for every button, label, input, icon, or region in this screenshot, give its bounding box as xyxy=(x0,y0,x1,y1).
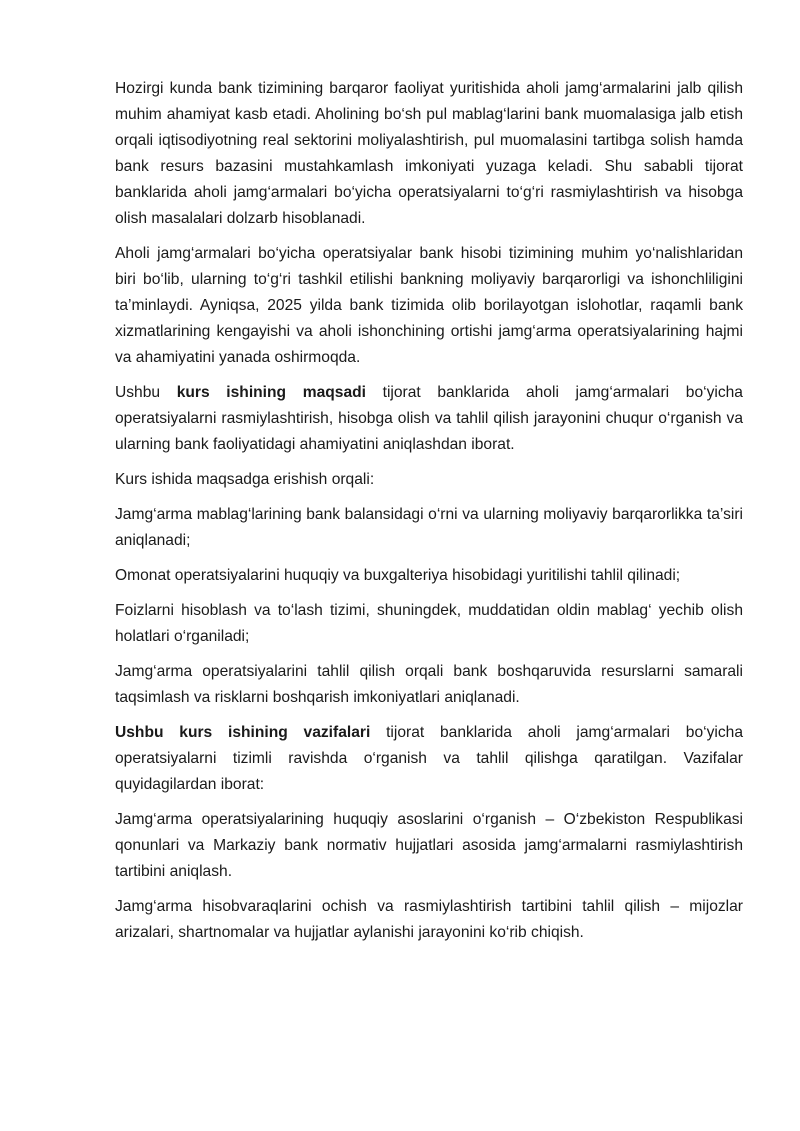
paragraph-intro xyxy=(115,76,743,232)
paragraph-text: Jamg‘arma hisobvaraqlarini ochish va rasmiylashtirish tartibini tahlil qilish – mijozlar arizalari, shartnomalar va hujjatlar aylanishi jarayonini ko‘rib chiqish. xyxy=(115,898,743,941)
paragraph-text: Jamg‘arma operatsiyalarini tahlil qilish orqali bank boshqaruvida resurslarni samarali taqsimlash va risklarni boshqarish imkoniyatlari aniqlanadi. xyxy=(115,663,743,706)
paragraph-tasks xyxy=(115,720,743,798)
paragraph-text: Omonat operatsiyalarini huquqiy va buxgalteriya hisobidagi yuritilishi tahlil qilinadi; xyxy=(115,567,681,584)
task-item-2 xyxy=(115,894,743,946)
paragraph-text: Jamg‘arma operatsiyalarining huquqiy asoslarini o‘rganish – O‘zbekiston Respublikasi qonunlari va Markaziy bank normativ hujjatlari asosida jamg‘armalarni rasmiylashtirish tartibini aniqlash. xyxy=(115,811,743,880)
paragraph-text: Jamg‘arma mablag‘larining bank balansidagi o‘rni va ularning moliyaviy barqarorlikka ta’siri aniqlanadi; xyxy=(115,506,743,549)
paragraph-goal-intro xyxy=(115,467,743,493)
goal-item-3 xyxy=(115,598,743,650)
paragraph-text: Kurs ishida maqsadga erishish orqali: xyxy=(115,471,375,488)
paragraph-lead: Ushbu xyxy=(115,384,177,401)
paragraph-importance xyxy=(115,241,743,371)
task-item-1 xyxy=(115,807,743,885)
paragraph-text: tijorat banklarida aholi jamg‘armalari bo‘yicha operatsiyalarni tizimli ravishda o‘rganish va tahlil qilishga qaratilgan. Vazifalar quyidagilardan iborat: xyxy=(115,724,743,793)
goal-item-2 xyxy=(115,563,743,589)
paragraph-text: Aholi jamg‘armalari bo‘yicha operatsiyalar bank hisobi tizimining muhim yo‘nalishlaridan biri bo‘lib, ularning to‘g‘ri tashkil etilishi bankning moliyaviy barqarorligi va ishonchliligini ta’minlaydi. Ayniqsa, 2025 yilda bank tizimida olib borilayotgan islohotlar, raqamli bank xizmatlarining kengayishi va aholi ishonchining ortishi jamg‘arma operatsiyalarining hajmi va ahamiyatini yanada oshirmoqda. xyxy=(115,245,743,366)
paragraph-text: tijorat banklarida aholi jamg‘armalari bo‘yicha operatsiyalarni rasmiylashtirish, hisobga olish va tahlil qilish jarayonini chuqur o‘rganish va ularning bank faoliyatidagi ahamiyatini aniqlashdan iborat. xyxy=(115,384,743,453)
paragraph-text: Hozirgi kunda bank tizimining barqaror faoliyat yuritishida aholi jamg‘armalarini jalb qilish muhim ahamiyat kasb etadi. Aholining bo‘sh pul mablag‘larini bank muomalasiga jalb etish orqali iqtisodiyotning real sektorini moliyalashtirish, pul muomalasini tartibga solish hamda bank resurs bazasini mustahkamlash imkoniyati yuzaga keladi. Shu sababli tijorat banklarida aholi jamg‘armalari bo‘yicha operatsiyalarni to‘g‘ri rasmiylashtirish va hisobga olish masalalari dolzarb hisoblanadi. xyxy=(115,80,743,227)
goal-heading: kurs ishining maqsadi xyxy=(176,384,366,401)
document-page xyxy=(115,76,743,955)
goal-item-1 xyxy=(115,502,743,554)
tasks-heading: Ushbu kurs ishining vazifalari xyxy=(115,724,371,741)
goal-item-4 xyxy=(115,659,743,711)
paragraph-goal xyxy=(115,380,743,458)
paragraph-text: Foizlarni hisoblash va to‘lash tizimi, shuningdek, muddatidan oldin mablag‘ yechib olish holatlari o‘rganiladi; xyxy=(115,602,743,645)
